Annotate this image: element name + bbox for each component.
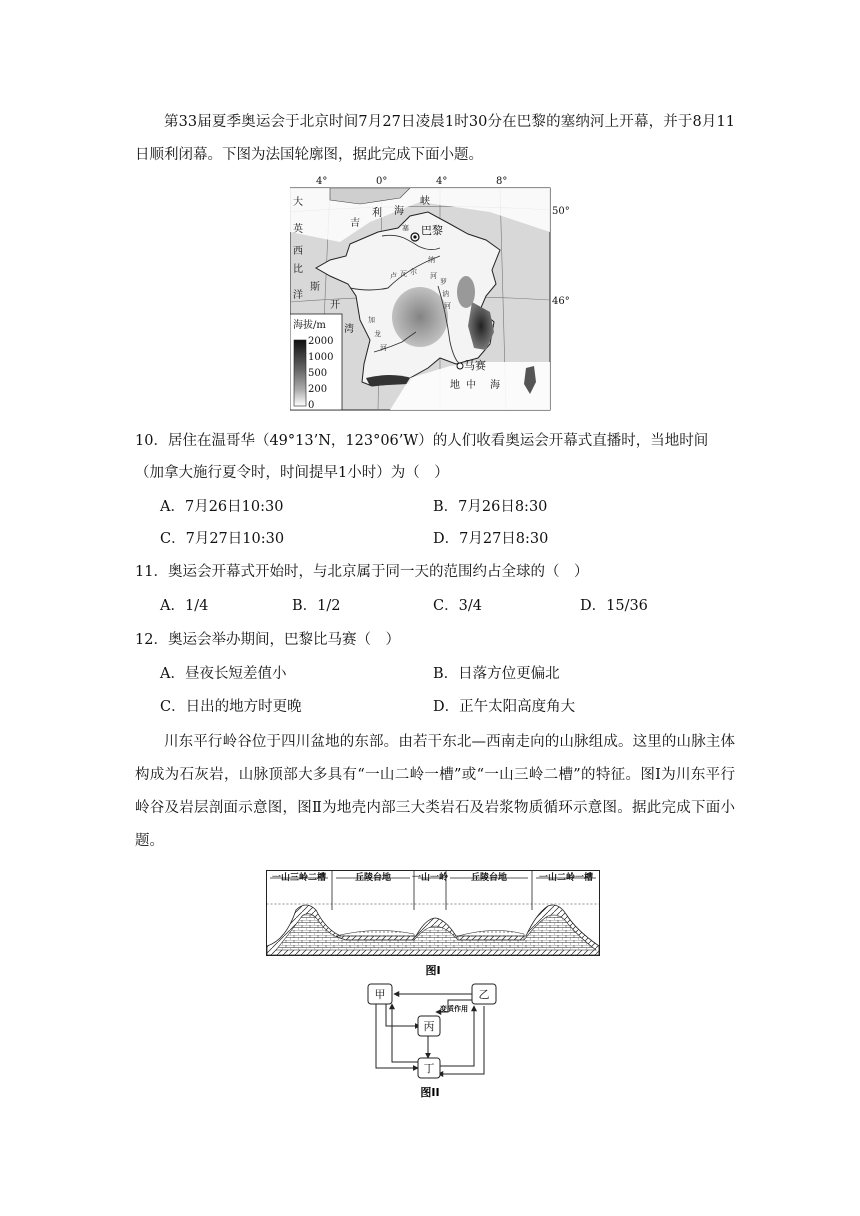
node-yi: 乙: [478, 988, 490, 1001]
river-label: 塞: [402, 224, 409, 232]
france-map: [290, 172, 580, 412]
med-label: 海: [490, 380, 500, 391]
med-label: 地: [450, 380, 460, 391]
biscay-label: 开: [330, 300, 340, 311]
figure-2-rock-cycle: [362, 982, 502, 1102]
lat-label: 46°: [552, 296, 570, 307]
q11-option-c[interactable]: C．3/4: [433, 598, 482, 614]
edge-label-metamorphism: 变质作用: [440, 1005, 468, 1013]
legend-value: 200: [308, 384, 328, 395]
biscay-label: 湾: [344, 324, 354, 335]
channel-label: 利: [372, 208, 382, 219]
atlantic-label: 比: [293, 264, 303, 275]
q12-option-b[interactable]: B．日落方位更偏北: [433, 666, 560, 682]
intro-paragraph-olympics: 第33届夏季奥运会于北京时间7月27日凌晨1时30分在巴黎的塞纳河上开幕，并于8月11日顺利闭幕。下图为法国轮廓图，据此完成下面小题。: [135, 114, 735, 163]
q10-option-c[interactable]: C．7月27日10:30: [160, 531, 285, 547]
q12-option-d[interactable]: D．正午太阳高度角大: [433, 699, 576, 715]
lon-label: 0°: [376, 176, 388, 187]
section-label: 一山一岭: [411, 873, 449, 883]
lon-label: 4°: [436, 176, 448, 187]
node-jia: 甲: [374, 988, 386, 1001]
river-label: 河: [444, 302, 451, 310]
river-label: 罗: [440, 278, 447, 286]
q12-option-a[interactable]: A．昼夜长短差值小: [160, 666, 287, 682]
q10-option-b[interactable]: B．7月26日8:30: [433, 499, 548, 515]
legend-value: 2000: [308, 336, 334, 347]
med-label: 中: [466, 380, 476, 391]
legend-value: 1000: [308, 352, 334, 363]
river-label: 纳: [428, 256, 435, 264]
river-label: 加: [368, 316, 375, 324]
question-10-stem: 10．居住在温哥华（49°13’N，123°06’W）的人们收看奥运会开幕式直播时，当地时间（加拿大施行夏令时，时间提早1小时）为（ ）: [135, 433, 709, 481]
river-label: 河: [430, 272, 437, 280]
atlantic-label: 英: [293, 224, 303, 235]
q11-option-d[interactable]: D．15/36: [580, 598, 648, 614]
channel-label: 峡: [420, 196, 430, 207]
paris-label: 巴黎: [421, 224, 443, 237]
q11-option-b[interactable]: B．1/2: [292, 598, 341, 614]
river-label: 尔: [410, 268, 417, 276]
channel-label: 吉: [350, 218, 360, 229]
q10-option-a[interactable]: A．7月26日10:30: [160, 499, 284, 515]
atlantic-label: 大: [293, 197, 303, 208]
q10-option-d[interactable]: D．7月27日8:30: [433, 531, 549, 547]
figure-2-caption: 图II: [420, 1086, 440, 1099]
legend-title: 海拔/m: [293, 320, 326, 331]
river-label: 龙: [374, 330, 381, 338]
marseille-marker: [457, 363, 463, 369]
lat-label: 50°: [552, 206, 570, 217]
legend-value: 0: [308, 400, 315, 411]
marseille-label: 马赛: [464, 359, 486, 372]
river-label: 瓦: [400, 270, 407, 278]
atlantic-label: 西: [293, 246, 303, 257]
section-label: 一山三岭二槽: [271, 873, 327, 883]
node-ding: 丁: [423, 1062, 435, 1075]
river-label: 卢: [390, 272, 397, 280]
river-label: 讷: [442, 290, 449, 298]
q11-option-a[interactable]: A．1/4: [160, 598, 209, 614]
q12-option-c[interactable]: C．日出的地方时更晚: [160, 699, 302, 715]
figure-1-cross-section: [266, 870, 600, 978]
atlantic-label: 洋: [293, 290, 303, 301]
figure-1-caption: 图I: [425, 964, 441, 977]
section-label: 一山二岭一槽: [538, 873, 594, 883]
biscay-label: 斯: [310, 282, 320, 293]
lon-label: 4°: [316, 176, 328, 187]
question-12-stem: 12．奥运会举办期间，巴黎比马赛（ ）: [135, 632, 400, 648]
section-label: 丘陵台地: [470, 873, 508, 883]
lon-label: 8°: [496, 176, 508, 187]
node-bing: 丙: [423, 1020, 435, 1033]
intro-paragraph-ridges: 川东平行岭谷位于四川盆地的东部。由若干东北—西南走向的山脉组成。这里的山脉主体构成为石灰岩，山脉顶部大多具有“一山二岭一槽”或“一山三岭二槽”的特征。图Ⅰ为川东平行岭谷及岩层剖面示意图，图Ⅱ为地壳内部三大类岩石及岩浆物质循环示意图。据此完成下面小题。: [135, 734, 735, 849]
legend-value: 500: [308, 368, 328, 379]
section-label: 丘陵台地: [354, 873, 392, 883]
question-11-stem: 11．奥运会开幕式开始时，与北京属于同一天的范围约占全球的（ ）: [135, 564, 589, 580]
channel-label: 海: [394, 206, 404, 217]
river-label: 河: [380, 344, 387, 352]
elevation-legend: [290, 314, 342, 411]
